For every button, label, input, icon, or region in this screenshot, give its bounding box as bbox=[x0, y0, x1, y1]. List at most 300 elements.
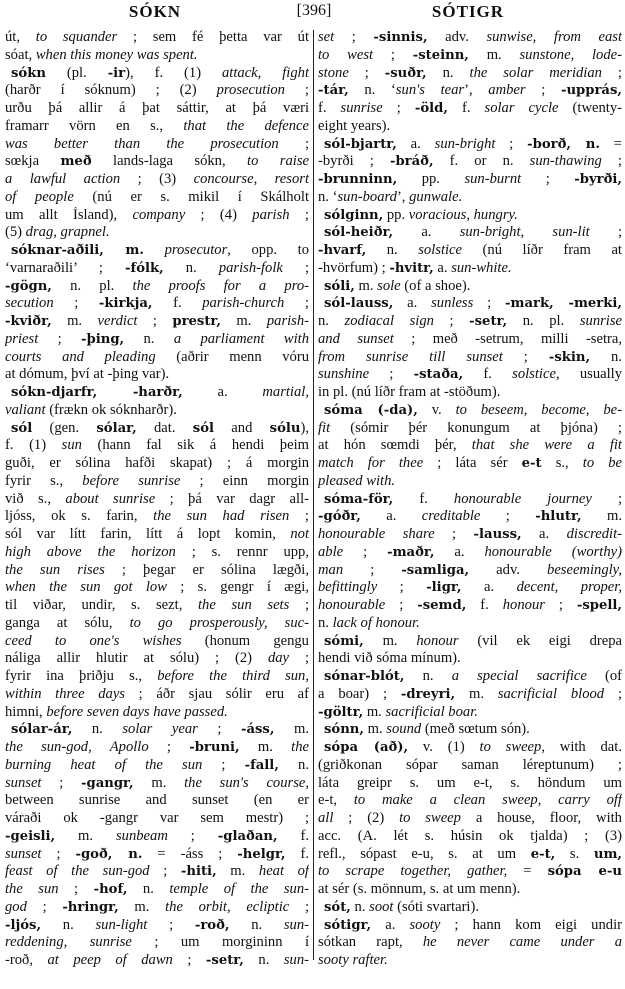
entry-line bbox=[5, 810, 309, 828]
entry-text: ; bbox=[502, 348, 549, 365]
entry-text: ; þá var dagr all- bbox=[155, 490, 309, 507]
entry-text: ; bbox=[41, 774, 81, 791]
entry-line bbox=[5, 366, 309, 384]
entry-line bbox=[5, 668, 309, 686]
entry-text: himni, bbox=[5, 703, 47, 720]
headword: sónar-blót, bbox=[324, 669, 405, 684]
translation: stone bbox=[318, 64, 349, 81]
entry-text: a. bbox=[461, 579, 517, 596]
headword: sótigr, bbox=[324, 917, 372, 933]
translation: to raise bbox=[247, 153, 309, 170]
headword: -geisli, bbox=[5, 828, 56, 844]
entry-line bbox=[318, 597, 622, 615]
entry-text: ; bbox=[589, 224, 622, 241]
headword: -roð, bbox=[194, 917, 230, 933]
translation: sunstone, lode- bbox=[519, 46, 622, 63]
translation: before sunrise bbox=[82, 472, 181, 489]
entry-line bbox=[318, 544, 622, 562]
translation: able bbox=[318, 543, 344, 560]
entry-text: við s., bbox=[5, 490, 66, 507]
entry-text: ; um morgininn í bbox=[131, 934, 309, 951]
translation: soot bbox=[369, 898, 394, 915]
headword: -samliga, bbox=[401, 562, 470, 578]
translation: sun bbox=[61, 437, 82, 454]
entry-text: m. bbox=[354, 277, 378, 294]
entry-line bbox=[5, 650, 309, 668]
entry-line bbox=[5, 82, 309, 100]
entry-line bbox=[5, 455, 309, 473]
entry-line bbox=[318, 792, 622, 810]
translation: priest bbox=[5, 330, 39, 347]
running-header-right: SÓTIGR bbox=[431, 2, 505, 21]
entry-text: v. bbox=[417, 401, 456, 418]
headword: -upprás, bbox=[560, 83, 622, 99]
entry-text: f. bbox=[318, 100, 341, 116]
entry-text: (5) bbox=[5, 224, 26, 241]
entry-line bbox=[5, 295, 309, 313]
headword: prestr, bbox=[172, 314, 222, 329]
entry-line bbox=[318, 189, 622, 207]
entry-line bbox=[318, 437, 622, 455]
entry-line bbox=[318, 704, 622, 722]
headword: um, bbox=[593, 846, 622, 862]
translation: company bbox=[132, 206, 186, 223]
translation: to scrape together, gather, bbox=[318, 863, 508, 880]
entry-line bbox=[318, 615, 622, 633]
entry-headline bbox=[5, 721, 309, 739]
translation: to make a clean sweep, carry off bbox=[353, 792, 622, 809]
translation: sun- bbox=[283, 952, 309, 968]
entry-text: ; bbox=[58, 881, 94, 897]
entry-headline bbox=[5, 242, 309, 260]
translation: a lawful action bbox=[5, 171, 121, 187]
entry-text: ; bbox=[148, 739, 190, 755]
entry-line bbox=[318, 846, 622, 864]
entry-line bbox=[5, 207, 309, 225]
dictionary-entry bbox=[318, 739, 622, 899]
translation: high above the horizon bbox=[5, 543, 176, 560]
entry-text: ; bbox=[284, 295, 309, 312]
translation: sooty rafter. bbox=[318, 952, 388, 968]
entry-text: n. bbox=[590, 348, 622, 365]
translation: the orbit, ecliptic bbox=[165, 898, 290, 915]
translation: sunrise bbox=[579, 313, 622, 329]
entry-line bbox=[5, 349, 309, 367]
entry-text: ; láta sér bbox=[423, 455, 522, 471]
entry-text: n. bbox=[350, 898, 370, 915]
entry-text: at dómum, því at -þing var). bbox=[5, 366, 170, 383]
entry-text: n. bbox=[229, 916, 284, 933]
entry-text: ; bbox=[26, 898, 63, 915]
entry-text: n. bbox=[278, 756, 309, 773]
headword: sólu bbox=[269, 420, 301, 436]
dictionary-entry bbox=[318, 917, 622, 970]
entry-line bbox=[5, 29, 309, 47]
entry-line bbox=[5, 579, 309, 597]
translation: match for thee bbox=[318, 455, 424, 471]
entry-line bbox=[318, 863, 622, 881]
entry-text: lands-laga sókn, bbox=[91, 153, 248, 170]
translation: creditable bbox=[421, 508, 481, 525]
entry-text: ganga at sólu, bbox=[5, 614, 130, 631]
entry-headline bbox=[5, 420, 309, 438]
translation: the sun rises bbox=[5, 561, 105, 578]
translation: sun-board bbox=[337, 188, 397, 205]
entry-line bbox=[318, 526, 622, 544]
entry-text: ; s. gengr í ægi, bbox=[166, 579, 309, 596]
entry-line bbox=[318, 313, 622, 331]
translation: a special sacrifice bbox=[451, 668, 587, 684]
entry-text: ; bbox=[343, 543, 388, 560]
entry-line bbox=[5, 544, 309, 562]
entry-text: ; bbox=[38, 330, 82, 347]
entry-text: a. bbox=[182, 384, 263, 400]
headword: -hlutr, bbox=[535, 509, 582, 525]
entry-text: ; bbox=[604, 685, 622, 702]
headword: sólginn, bbox=[324, 207, 384, 223]
headword: -semd, bbox=[417, 598, 467, 613]
headword: -mark, -merki, bbox=[505, 296, 622, 312]
entry-line bbox=[5, 331, 309, 349]
entry-line bbox=[318, 47, 622, 65]
headword: sóma-för, bbox=[324, 491, 394, 507]
translation: solar year bbox=[122, 721, 198, 738]
translation: before the third sun, bbox=[157, 668, 309, 684]
headword: -helgr, bbox=[237, 846, 286, 862]
translation: sun-bright bbox=[434, 135, 496, 152]
translation: the bbox=[291, 739, 309, 755]
entry-line bbox=[318, 242, 622, 260]
headword: sópa (að), bbox=[324, 740, 409, 755]
translation: when this money was spent. bbox=[35, 46, 198, 63]
translation: that she were a fit bbox=[471, 437, 622, 454]
entry-text: ; bbox=[382, 100, 415, 116]
entry-text: (of bbox=[586, 668, 622, 684]
entry-text: ; bbox=[377, 579, 427, 596]
entry-line bbox=[318, 455, 622, 473]
entry-line bbox=[318, 828, 622, 846]
entry-text: a. bbox=[396, 135, 435, 152]
headword: sónn, bbox=[324, 722, 364, 738]
page-number: [396] bbox=[296, 2, 332, 19]
headword: -bráð, bbox=[389, 154, 434, 170]
entry-text: f. (1) bbox=[5, 437, 62, 454]
headword: -hvarf, bbox=[318, 243, 367, 258]
entry-line bbox=[5, 47, 309, 65]
headword: -setr, bbox=[469, 314, 508, 329]
headword: sókn bbox=[11, 65, 46, 81]
headword: -kviðr, bbox=[5, 314, 52, 329]
translation: parish-church bbox=[202, 295, 285, 312]
entry-text: (hann fal sik á hendi þeim bbox=[81, 437, 309, 454]
entry-line bbox=[318, 65, 622, 83]
entry-line bbox=[5, 313, 309, 331]
entry-line bbox=[318, 349, 622, 367]
headword: -spell, bbox=[576, 598, 622, 613]
translation: courts and pleading bbox=[5, 348, 156, 365]
translation: befittingly bbox=[318, 579, 378, 596]
entry-line bbox=[318, 29, 622, 47]
headword: -ir bbox=[107, 65, 126, 81]
dictionary-entry bbox=[5, 65, 309, 243]
entry-text: (nú líðr fram at bbox=[462, 242, 622, 258]
entry-text: dat. bbox=[136, 419, 193, 436]
headword: -setr, bbox=[205, 953, 244, 968]
entry-text: (harðr í sóknum) ; (2) bbox=[5, 82, 217, 99]
entry-line bbox=[5, 597, 309, 615]
entry-text: n. bbox=[124, 330, 174, 347]
translation: about sunrise bbox=[65, 490, 156, 507]
translation: he never came under a bbox=[422, 934, 622, 951]
entry-text: adv. bbox=[469, 561, 548, 578]
headword: sópa e-u bbox=[547, 864, 622, 880]
entry-text: n. bbox=[426, 64, 470, 81]
entry-text: m. bbox=[133, 774, 185, 791]
entry-line bbox=[318, 384, 622, 402]
entry-text: ljóss, ok s. farin, bbox=[5, 508, 154, 525]
entry-text: m. bbox=[581, 508, 622, 525]
entry-text: ; bbox=[544, 597, 577, 613]
headword: -byrði, bbox=[574, 172, 622, 187]
headword: -staða, bbox=[413, 367, 464, 383]
translation: honourable (worthy) bbox=[484, 543, 622, 560]
translation: attack, fight bbox=[222, 64, 309, 81]
entry-text: ; (3) bbox=[120, 171, 194, 187]
translation: the sun-god, Apollo bbox=[5, 739, 149, 755]
entry-line bbox=[318, 366, 622, 384]
entry-line bbox=[5, 260, 309, 278]
translation: sunwise, from east bbox=[486, 29, 622, 45]
entry-text: ; bbox=[480, 508, 536, 525]
entry-line bbox=[5, 118, 309, 136]
entry-line bbox=[5, 615, 309, 633]
dictionary-entry bbox=[318, 721, 622, 739]
entry-line bbox=[5, 739, 309, 757]
entry-line bbox=[318, 473, 622, 491]
dictionary-entry bbox=[5, 721, 309, 970]
translation: sacrificial blood bbox=[497, 685, 605, 702]
entry-text: n. pl. bbox=[507, 313, 580, 329]
entry-text: ; bbox=[289, 898, 309, 915]
entry-text: a. bbox=[393, 224, 460, 241]
entry-text: f. bbox=[447, 100, 485, 116]
translation: within three days bbox=[5, 685, 125, 702]
entry-text: ; bbox=[167, 827, 218, 844]
left-column bbox=[5, 29, 309, 970]
entry-text: ; bbox=[284, 82, 309, 99]
entry-line bbox=[5, 881, 309, 899]
entry-line bbox=[5, 189, 309, 207]
translation: discredit- bbox=[566, 526, 622, 542]
entry-headline bbox=[318, 899, 622, 917]
entry-line bbox=[318, 508, 622, 526]
entry-text: = bbox=[599, 135, 622, 152]
entry-text: at hón sœmdi þér, bbox=[318, 437, 472, 454]
headword: -gangr, bbox=[81, 775, 134, 791]
translation: when the sun got low bbox=[5, 579, 167, 596]
entry-line bbox=[5, 863, 309, 881]
dictionary-entry bbox=[318, 899, 622, 917]
entry-text: n. bbox=[41, 916, 96, 933]
dictionary-entry bbox=[318, 633, 622, 669]
entry-line bbox=[5, 775, 309, 793]
entry-text: m. bbox=[239, 739, 292, 755]
translation: voracious, hungry. bbox=[408, 206, 518, 223]
headword: -göltr, bbox=[318, 704, 364, 720]
entry-text: refl., sópast e-u, s. at um bbox=[318, 845, 531, 862]
headword: sókn-djarfr, -harðr, bbox=[11, 385, 183, 400]
translation: honourable share bbox=[318, 526, 435, 542]
entry-text: ; bbox=[197, 721, 241, 738]
entry-headline bbox=[318, 278, 622, 296]
headword: -þing, bbox=[81, 331, 125, 347]
entry-text: urðu þá allir á þat sáttir, at þá væri bbox=[5, 100, 309, 116]
entry-text: láta greipr s. um e-t, s. höndum um bbox=[318, 774, 622, 791]
entry-text: , with dat. bbox=[541, 739, 622, 755]
translation: parish-folk bbox=[218, 259, 283, 276]
headword: -gögn, bbox=[5, 278, 52, 294]
translation: sunset bbox=[5, 774, 42, 791]
entry-text: a. bbox=[371, 916, 410, 933]
dictionary-entry bbox=[318, 668, 622, 721]
entry-line bbox=[5, 508, 309, 526]
translation: the sun had risen bbox=[153, 508, 290, 525]
entry-headline bbox=[318, 295, 622, 313]
entry-text: til viðar, undir, s. sezt, bbox=[5, 597, 198, 613]
entry-text: framarr vörn en s., bbox=[5, 117, 184, 134]
entry-text: (nú er s. mikil í Skálholt bbox=[73, 188, 309, 205]
entry-line bbox=[5, 153, 309, 171]
entry-text: , opp. to bbox=[227, 242, 309, 258]
translation: not bbox=[290, 526, 309, 542]
entry-text: ; með -setrum, milli -setra, bbox=[393, 330, 622, 347]
translation: pleased with. bbox=[318, 472, 396, 489]
entry-text: ; bbox=[202, 756, 245, 773]
translation: man bbox=[318, 561, 344, 578]
entry-text: ; bbox=[473, 295, 506, 312]
entry-text: ; bbox=[495, 135, 528, 152]
translation: to go prosperously, suc- bbox=[129, 614, 309, 631]
headword: sóknar-aðili, m. bbox=[11, 243, 144, 258]
entry-text: a. bbox=[434, 543, 485, 560]
entry-text: n. bbox=[318, 313, 345, 329]
translation: day bbox=[267, 650, 290, 667]
entry-text: (með sœtum són). bbox=[421, 721, 530, 738]
dictionary-entry bbox=[318, 29, 622, 136]
translation: sun-bright, sun-lit bbox=[459, 224, 590, 241]
headword: e-t, bbox=[530, 846, 556, 862]
entry-text: ; bbox=[525, 82, 561, 99]
right-column bbox=[318, 29, 622, 970]
entry-text: m. bbox=[55, 827, 116, 844]
entry-line bbox=[5, 224, 309, 242]
entry-text: ; bbox=[282, 259, 309, 276]
entry-text: sól var lítt farin, lítt á lopt komin, bbox=[5, 526, 291, 542]
entry-line bbox=[318, 171, 622, 189]
entry-text: n. bbox=[318, 614, 333, 631]
entry-text: m. bbox=[216, 863, 259, 880]
entry-line bbox=[5, 952, 309, 970]
entry-text: n. bbox=[243, 952, 284, 968]
entry-line bbox=[5, 686, 309, 704]
entry-text: m. bbox=[51, 313, 98, 329]
entry-text: m. bbox=[221, 313, 267, 329]
entry-text: ’, bbox=[396, 188, 410, 205]
translation: sunset bbox=[5, 845, 42, 862]
entry-line bbox=[318, 420, 622, 438]
headword: sólar-ár, bbox=[11, 722, 73, 738]
entry-text: ; bbox=[434, 526, 474, 542]
translation: the sun's course, bbox=[184, 774, 309, 791]
entry-text: m. bbox=[118, 898, 166, 915]
translation: that the defence bbox=[183, 117, 309, 134]
translation: feast of the sun-god bbox=[5, 863, 150, 880]
headword: sól bbox=[11, 420, 33, 436]
entry-text: (pl. bbox=[45, 64, 108, 81]
entry-line bbox=[318, 82, 622, 100]
entry-text: pp. bbox=[397, 171, 465, 187]
entry-text: guði, er sólina hafði skapat) ; á morgin bbox=[5, 455, 309, 471]
translation: prosecutor bbox=[164, 242, 228, 258]
entry-text bbox=[144, 242, 165, 258]
dictionary-entry bbox=[318, 207, 622, 225]
entry-line bbox=[318, 118, 622, 136]
entry-line bbox=[5, 437, 309, 455]
entry-text: um allt Ísland), bbox=[5, 206, 133, 223]
translation: was better than the prosecution bbox=[5, 135, 279, 152]
entry-line bbox=[318, 810, 622, 828]
running-header-left: SÓKN bbox=[128, 2, 182, 21]
headword: sólar, bbox=[96, 420, 137, 436]
entry-text: in pl. (nú líðr fram at -stöðum). bbox=[318, 384, 501, 400]
entry-text: n. bbox=[163, 259, 219, 276]
translation: sound bbox=[386, 721, 422, 738]
entry-text: between sunrise and sunset (en er bbox=[5, 792, 309, 809]
entry-line bbox=[318, 100, 622, 118]
entry-line bbox=[5, 171, 309, 189]
entry-text: at sér (s. mönnum, s. at um menn). bbox=[318, 881, 521, 897]
translation: sun-light bbox=[95, 916, 148, 933]
dictionary-entry bbox=[5, 242, 309, 384]
translation: solar cycle bbox=[484, 100, 559, 116]
entry-line bbox=[318, 881, 622, 899]
entry-line bbox=[5, 917, 309, 935]
entry-headline bbox=[318, 917, 622, 935]
dictionary-entry bbox=[5, 384, 309, 420]
entry-line bbox=[318, 952, 622, 970]
translation: all bbox=[318, 810, 334, 826]
translation: zodiacal sign bbox=[344, 313, 434, 329]
translation: prosecution bbox=[216, 82, 285, 99]
entry-text: m. bbox=[363, 703, 386, 720]
entry-text: ; bbox=[433, 313, 470, 329]
headword: sól-bjartr, bbox=[324, 136, 397, 152]
entry-text: f. or n. bbox=[433, 153, 530, 170]
translation: drag, grapnel. bbox=[25, 224, 110, 241]
entry-text: and bbox=[214, 419, 270, 436]
translation: god bbox=[5, 898, 27, 915]
translation: and sunset bbox=[318, 330, 394, 347]
entry-line bbox=[5, 402, 309, 420]
headword: e-t bbox=[521, 456, 542, 471]
translation: verdict bbox=[97, 313, 138, 329]
entry-line bbox=[5, 491, 309, 509]
entry-text: ), f. (1) bbox=[125, 64, 222, 81]
entry-line bbox=[5, 934, 309, 952]
entry-text: (aðrir menn vóru bbox=[155, 348, 309, 365]
entry-headline bbox=[318, 207, 622, 225]
entry-line bbox=[5, 757, 309, 775]
